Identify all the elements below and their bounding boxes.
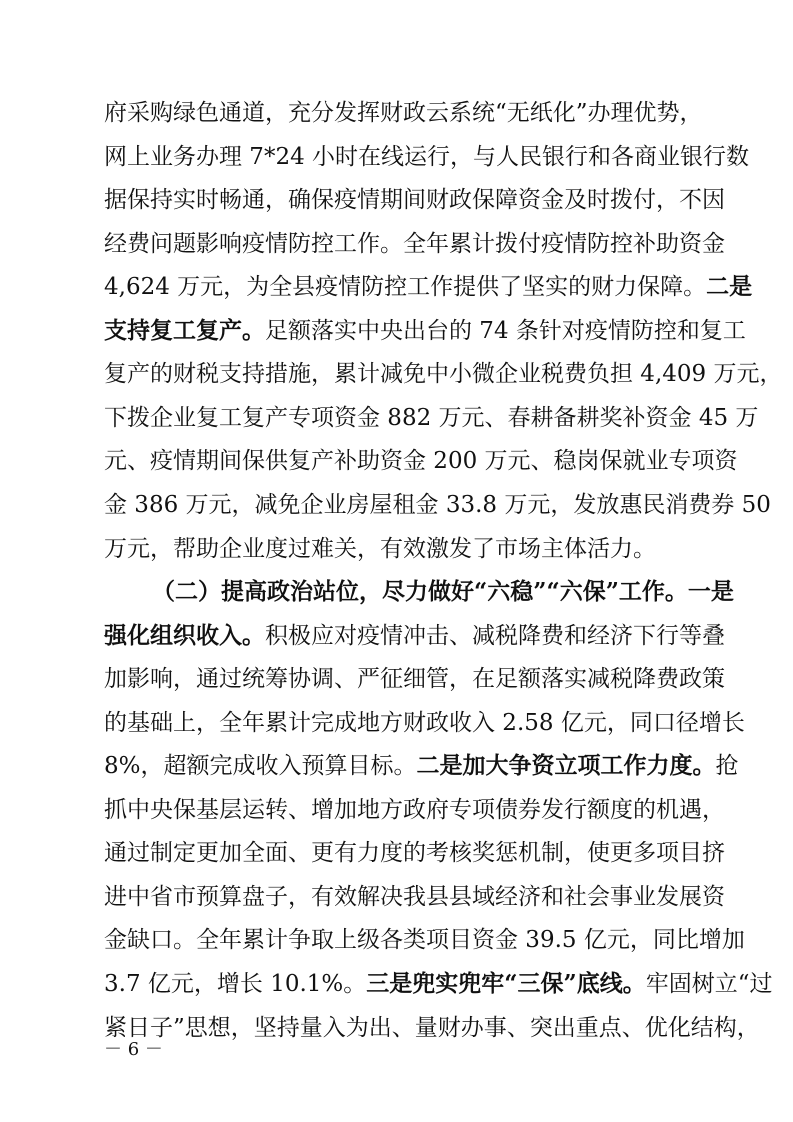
text-line — [104, 224, 725, 264]
text-line — [104, 354, 783, 394]
text-segment: 通过制定更加全面、更有力度的考核奖惩机制，使更多项目挤 — [104, 840, 725, 866]
text-segment: 复产的财税支持措施，累计减免中小微企业税费负担 4,409 万元， — [104, 361, 783, 387]
bold-text-segment: 强化组织收入。 — [104, 622, 265, 649]
text-line — [104, 964, 773, 1004]
text-segment: 金 386 万元，减免企业房屋租金 33.8 万元，发放惠民消费券 50 — [104, 492, 771, 518]
text-line — [104, 920, 745, 960]
text-segment: 经费问题影响疫情防控工作。全年累计拨付疫情防控补助资金 — [104, 231, 725, 257]
text-line — [104, 180, 725, 220]
text-segment: 4,624 万元，为全县疫情防控工作提供了坚实的财力保障。 — [104, 274, 707, 300]
bold-text-segment: （二）提高政治站位，尽力做好“六稳”“六保”工作。一是 — [152, 578, 734, 605]
text-segment: 紧日子”思想，坚持量入为出、量财办事、突出重点、优化结构， — [104, 1015, 760, 1041]
text-segment: 的基础上，全年累计完成地方财政收入 2.58 亿元，同口径增长 — [104, 710, 745, 736]
page-number: － 6 － — [104, 1039, 163, 1060]
text-segment: 抓中央保基层运转、增加地方政府专项债券发行额度的机遇， — [104, 797, 725, 823]
text-line — [104, 790, 725, 830]
text-line — [104, 441, 738, 481]
text-segment: 积极应对疫情冲击、减税降费和经济下行等叠 — [265, 623, 725, 649]
text-line — [104, 267, 753, 307]
text-line — [104, 659, 725, 699]
text-segment: 万元，帮助企业度过难关，有效激发了市场主体活力。 — [104, 536, 656, 562]
bold-text-segment: 二是加大争资立项工作力度。 — [416, 752, 716, 779]
text-segment: 元、疫情期间保供复产补助资金 200 万元、稳岗保就业专项资 — [104, 448, 738, 474]
text-line — [104, 877, 725, 917]
text-segment: 下拨企业复工复产专项资金 882 万元、春耕备耕奖补资金 45 万 — [104, 405, 759, 431]
text-line — [104, 1008, 760, 1048]
text-segment: 网上业务办理 7*24 小时在线运行，与人民银行和各商业银行数 — [104, 144, 750, 170]
bold-text-segment: 三是兜实兜牢“三保”底线。 — [366, 970, 646, 997]
text-segment: 府采购绿色通道，充分发挥财政云系统“无纸化”办理优势， — [104, 100, 703, 126]
text-segment: 加影响，通过统筹协调、严征细管，在足额落实减税降费政策 — [104, 666, 725, 692]
text-segment: 3.7 亿元，增长 10.1%。 — [104, 971, 367, 997]
text-line — [104, 398, 759, 438]
bold-text-segment: 二是 — [706, 273, 753, 300]
text-segment: 抢 — [715, 753, 739, 779]
text-line — [104, 93, 703, 133]
text-segment: 足额落实中央出台的 74 条针对疫情防控和复工 — [265, 318, 746, 344]
text-segment: 8%，超额完成收入预算目标。 — [104, 753, 417, 779]
text-line — [104, 833, 725, 873]
text-segment: 据保持实时畅通，确保疫情期间财政保障资金及时拨付，不因 — [104, 187, 725, 213]
text-line — [104, 485, 771, 525]
text-segment: 牢固树立“过 — [645, 971, 773, 997]
text-segment: 金缺口。全年累计争取上级各类项目资金 39.5 亿元，同比增加 — [104, 927, 745, 953]
text-line — [104, 746, 739, 786]
text-line — [104, 703, 745, 743]
bold-text-segment: 支持复工复产。 — [104, 317, 265, 344]
text-line — [104, 137, 750, 177]
text-segment: 进中省市预算盘子，有效解决我县县域经济和社会事业发展资 — [104, 884, 725, 910]
text-line — [152, 572, 734, 612]
text-line — [104, 529, 694, 569]
text-line — [104, 311, 746, 351]
text-line — [104, 616, 725, 656]
